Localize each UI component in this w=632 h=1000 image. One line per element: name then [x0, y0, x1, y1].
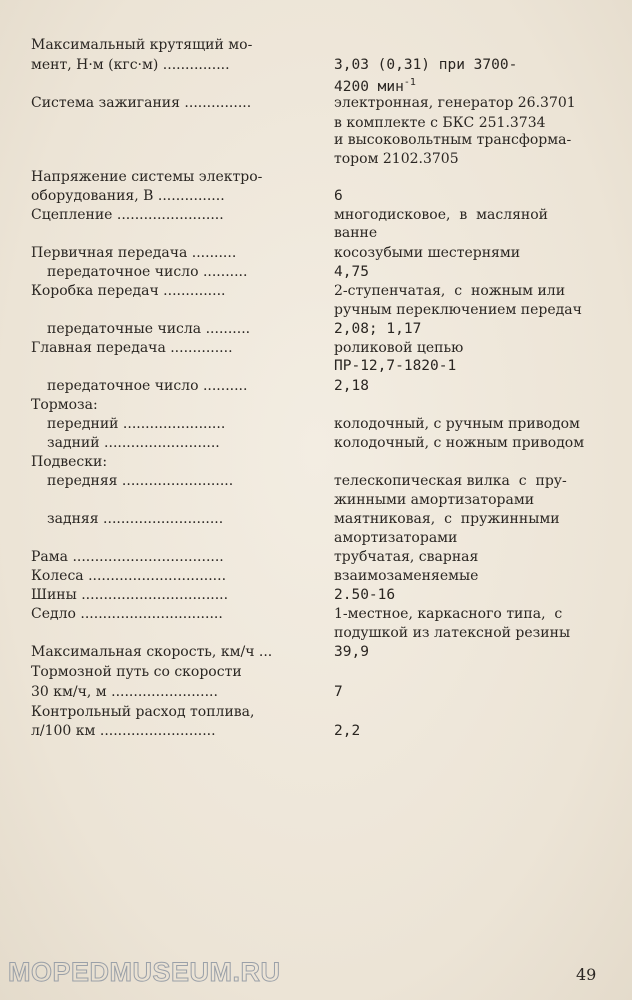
label-brake-rear: задний .......................... — [47, 435, 220, 451]
value-voltage: 6 — [334, 188, 343, 204]
label-final-drive: Главная передача .............. — [31, 340, 233, 356]
label-brakes: Тормоза: — [31, 397, 98, 413]
value-seat-line2: подушкой из латексной резины — [334, 625, 571, 641]
label-gearbox: Коробка передач .............. — [31, 283, 226, 299]
value-max-speed: 39,9 — [334, 644, 369, 660]
value-final-drive-line1: роликовой цепью — [334, 340, 464, 356]
value-primary-drive: косозубыми шестернями — [334, 245, 521, 261]
value-primary-ratio: 4,75 — [334, 264, 369, 280]
value-susp-rear-line2: амортизаторами — [334, 530, 458, 546]
value-braking-distance: 7 — [334, 684, 343, 700]
value-fuel: 2,2 — [334, 723, 361, 739]
value-ignition-line3: и высоковольтным трансформа- — [334, 132, 572, 148]
label-primary-ratio: передаточное число .......... — [47, 264, 248, 280]
value-final-drive-line2: ПР-12,7-1820-1 — [334, 358, 457, 374]
label-susp-front: передняя ......................... — [47, 473, 234, 489]
label-wheels: Колеса ............................... — [31, 568, 227, 584]
label-ignition: Система зажигания ............... — [31, 95, 252, 111]
value-susp-front-line2: жинными амортизаторами — [334, 492, 535, 508]
label-gear-ratios: передаточные числа .......... — [47, 321, 251, 337]
label-torque-line1: Максимальный крутящий мо- — [31, 37, 253, 53]
label-suspension: Подвески: — [31, 454, 108, 470]
value-frame: трубчатая, сварная — [334, 549, 479, 565]
watermark: MOPEDMUSEUM.RU — [8, 957, 281, 987]
label-brake-front: передний ....................... — [47, 416, 226, 432]
value-gearbox-line1: 2-ступенчатая, с ножным или — [334, 283, 566, 299]
torque-unit-superscript: -1 — [403, 77, 416, 88]
label-torque-line2: мент, Н·м (кгс·м) ............... — [31, 57, 230, 73]
label-voltage-line2: оборудования, В ............... — [31, 188, 225, 204]
value-susp-front-line1: телескопическая вилка с пру- — [334, 473, 567, 489]
value-final-ratio: 2,18 — [334, 378, 369, 394]
value-brake-rear: колодочный, с ножным приводом — [334, 435, 585, 451]
label-clutch: Сцепление ........................ — [31, 207, 224, 223]
label-voltage-line1: Напряжение системы электро- — [31, 169, 263, 185]
value-ignition-line1: электронная, генератор 26.3701 — [334, 95, 576, 111]
label-susp-rear: задняя ........................... — [47, 511, 224, 527]
value-clutch-line1: многодисковое, в масляной — [334, 207, 549, 223]
label-fuel-line2: л/100 км .......................... — [31, 723, 216, 739]
label-max-speed: Максимальная скорость, км/ч ... — [31, 644, 273, 660]
label-braking-distance-line1: Тормозной путь со скорости — [31, 664, 242, 680]
label-final-ratio: передаточное число .......... — [47, 378, 248, 394]
value-ignition-line4: тором 2102.3705 — [334, 151, 459, 167]
label-braking-distance-line2: 30 км/ч, м ........................ — [31, 684, 218, 700]
value-seat-line1: 1-местное, каркасного типа, с — [334, 606, 563, 622]
label-frame: Рама .................................. — [31, 549, 224, 565]
label-seat: Седло ................................ — [31, 606, 223, 622]
value-ignition-line2: в комплекте с БКС 251.3734 — [334, 115, 546, 131]
value-gearbox-line2: ручным переключением передач — [334, 302, 582, 318]
label-tires: Шины ................................. — [31, 587, 229, 603]
value-torque-line1: 3,03 (0,31) при 3700- — [334, 57, 518, 73]
value-brake-front: колодочный, с ручным приводом — [334, 416, 580, 432]
value-wheels: взаимозаменяемые — [334, 568, 479, 584]
label-fuel-line1: Контрольный расход топлива, — [31, 704, 255, 720]
label-primary-drive: Первичная передача .......... — [31, 245, 237, 261]
value-tires: 2.50-16 — [334, 587, 396, 603]
page-number: 49 — [576, 965, 597, 984]
value-gear-ratios: 2,08; 1,17 — [334, 321, 422, 337]
value-torque-line2: 4200 мин$^{-1}$ — [334, 77, 416, 95]
value-clutch-line2: ванне — [334, 225, 378, 241]
value-susp-rear-line1: маятниковая, с пружинными — [334, 511, 560, 527]
